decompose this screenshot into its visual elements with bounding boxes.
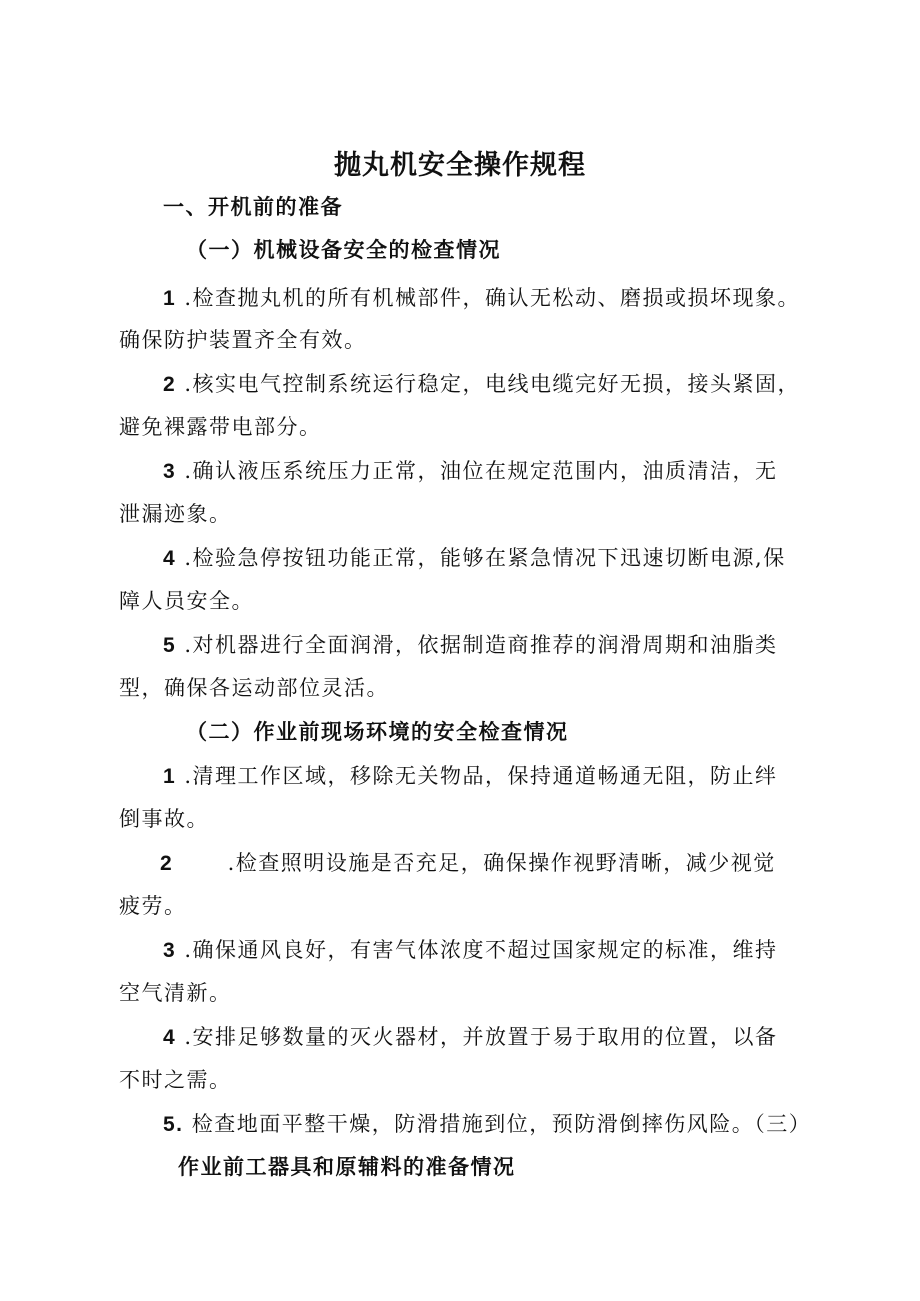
item-number: 2 [163,373,177,396]
item-text: .检查抛丸机的所有机械部件，确认无松动、磨损或损坏现象。 [184,286,801,310]
list-item-1-4-line1 [163,544,786,573]
list-item-1-1-line2: 确保防护装置齐全有效。 [119,328,367,352]
item-number: 2 [160,852,174,875]
subsection-heading-1: （一）机械设备安全的检查情况 [186,238,501,262]
list-item-1-3-line1 [163,457,778,486]
item-text: .确保通风良好，有害气体浓度不超过国家规定的标准，维持 [184,938,778,962]
list-item-2-4-line2: 不时之需。 [119,1068,232,1092]
document-title: 抛丸机安全操作规程 [334,150,586,181]
item-number: 5 [163,634,177,657]
list-item-2-1-line1 [163,762,778,791]
item-number: 5. [163,1113,184,1136]
list-item-2-5-line1 [163,1110,811,1139]
list-item-2-4-line1 [163,1023,778,1052]
list-item-2-2-line1 [160,849,776,878]
item-text: .检查照明设施是否充足，确保操作视野清晰，减少视觉 [227,851,776,875]
section-heading-1: 一、开机前的准备 [163,195,343,219]
item-number: 3 [163,460,177,483]
list-item-1-5-line1 [163,631,778,660]
list-item-1-3-line2: 泄漏迹象。 [119,502,232,526]
list-item-1-2-line2: 避免裸露带电部分。 [119,415,322,439]
item-number: 4 [163,547,177,570]
list-item-2-1-line2: 倒事故。 [119,807,209,831]
item-number: 1 [163,287,177,310]
list-item-1-4-line2: 障人员安全。 [119,589,254,613]
item-number: 3 [163,939,177,962]
item-text: .检验急停按钮功能正常，能够在紧急情况下迅速切断电源,保 [184,546,786,570]
list-item-2-3-line1 [163,936,778,965]
item-text: .安排足够数量的灭火器材，并放置于易于取用的位置，以备 [184,1025,778,1049]
list-item-1-2-line1 [163,370,800,399]
item-text: .对机器进行全面润滑，依据制造商推荐的润滑周期和油脂类 [184,633,778,657]
item-text: .核实电气控制系统运行稳定，电线电缆完好无损，接头紧固， [184,372,801,396]
item-number: 4 [163,1026,177,1049]
item-text: .确认液压系统压力正常，油位在规定范围内，油质清洁，无 [184,459,778,483]
item-text: .清理工作区域，移除无关物品，保持通道畅通无阻，防止绊 [184,764,778,788]
list-item-1-5-line2: 型，确保各运动部位灵活。 [119,676,389,700]
list-item-1-1-line1 [163,284,800,313]
list-item-2-2-line2: 疲劳。 [119,894,187,918]
item-text: 检查地面平整干燥，防滑措施到位，预防滑倒摔伤风险。（三） [191,1112,812,1136]
subsection-heading-2: （二）作业前现场环境的安全检查情况 [186,720,569,744]
list-item-2-3-line2: 空气清新。 [119,981,232,1005]
item-number: 1 [163,765,177,788]
subsection-heading-3-continued: 作业前工器具和原辅料的准备情况 [178,1155,516,1179]
